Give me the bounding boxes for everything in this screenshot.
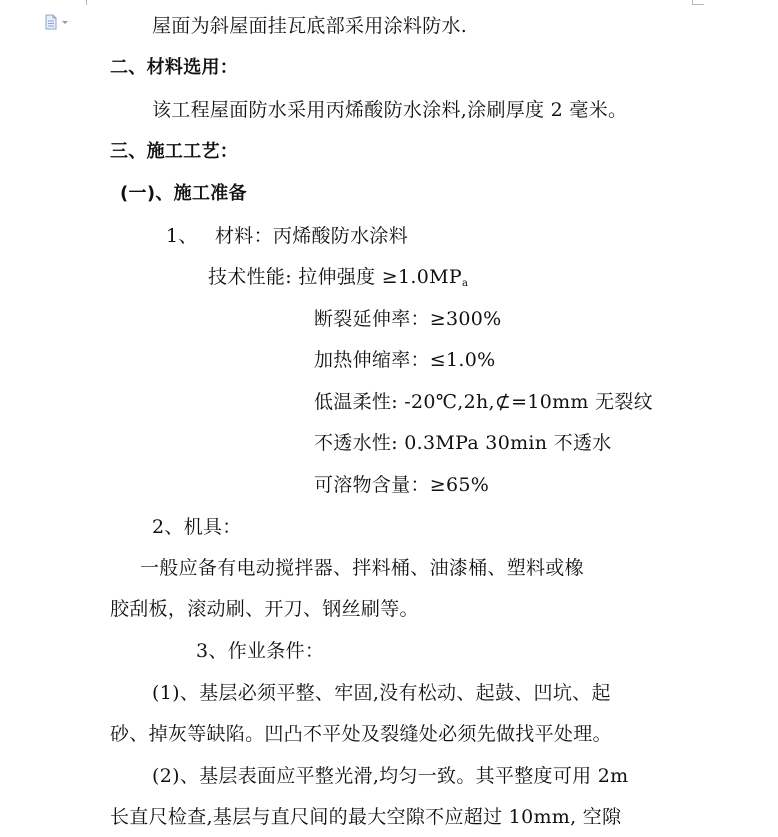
condition-1-line-1: (1)、基层必须平整、牢固,没有松动、起鼓、凹坑、起 bbox=[152, 682, 611, 704]
heading-materials: 二、材料选用： bbox=[110, 57, 239, 78]
paragraph-materials: 该工程屋面防水采用丙烯酸防水涂料,涂刷厚度 2 毫米。 bbox=[152, 99, 628, 121]
spec-tensile-subscript: a bbox=[461, 278, 469, 289]
document-options-icon[interactable] bbox=[44, 14, 70, 30]
heading-work-conditions: 3、作业条件： bbox=[196, 640, 325, 662]
material-name: 材料：丙烯酸防水涂料 bbox=[215, 225, 409, 247]
heading-preparation: (一)、施工准备 bbox=[120, 183, 247, 204]
spec-impermeability: 不透水性: 0.3MPa 30min 不透水 bbox=[314, 432, 612, 454]
list-number-1: 1、 bbox=[166, 225, 198, 247]
spec-elongation: 断裂延伸率：≥300% bbox=[314, 308, 502, 330]
condition-2-line-1: (2)、基层表面应平整光滑,均匀一致。其平整度可用 2m bbox=[152, 765, 629, 787]
spec-tensile-strength bbox=[208, 265, 468, 296]
spec-low-temp-flexibility: 低温柔性: -20℃,2h,⊄=10mm 无裂纹 bbox=[314, 391, 653, 413]
paragraph-tools-1: 一般应备有电动搅拌器、拌料桶、油漆桶、塑料或橡 bbox=[140, 557, 584, 579]
heading-tools: 2、机具： bbox=[152, 516, 242, 538]
crop-mark-right-h bbox=[692, 4, 704, 5]
paragraph-roof-waterproof: 屋面为斜屋面挂瓦底部采用涂料防水. bbox=[152, 15, 468, 37]
spec-tensile-text: 技术性能: 拉伸强度 ≥1.0MP bbox=[208, 266, 462, 288]
condition-2-line-2: 长直尺检查,基层与直尺间的最大空隙不应超过 10mm, 空隙 bbox=[110, 806, 622, 828]
spec-soluble-content: 可溶物含量：≥65% bbox=[314, 474, 490, 496]
heading-construction: 三、施工工艺： bbox=[110, 141, 239, 162]
spec-heat-shrink: 加热伸缩率：≤1.0% bbox=[314, 349, 496, 371]
crop-mark-left bbox=[86, 0, 87, 5]
chevron-down-icon bbox=[62, 21, 68, 24]
condition-1-line-2: 砂、掉灰等缺陷。凹凸不平处及裂缝处必须先做找平处理。 bbox=[110, 723, 612, 745]
paragraph-tools-2: 胶刮板，滚动刷、开刀、钢丝刷等。 bbox=[110, 598, 419, 620]
